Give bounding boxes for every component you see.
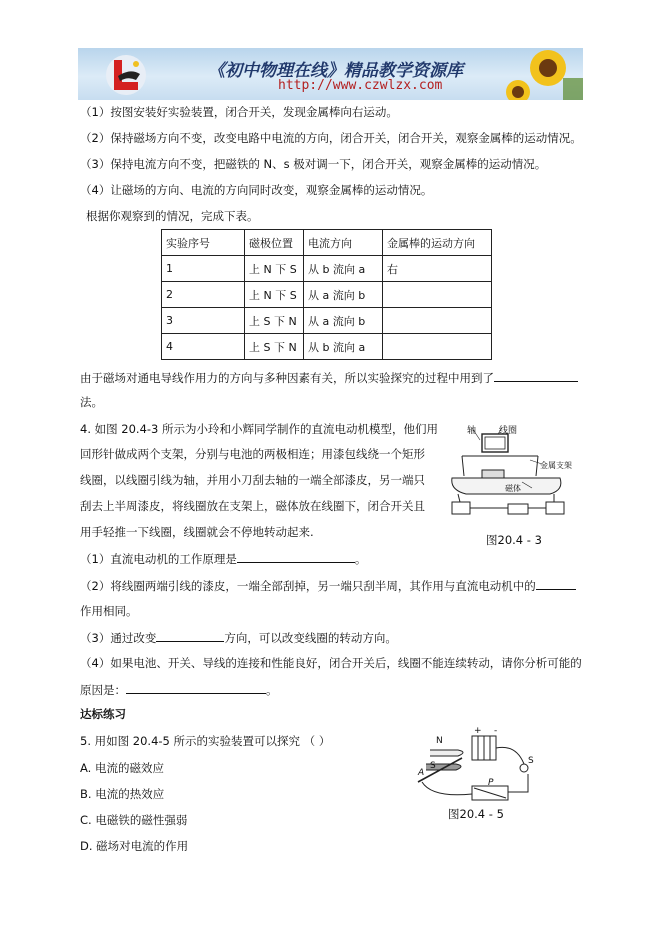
table-cell bbox=[383, 308, 492, 334]
fig5-label-minus: - bbox=[494, 726, 498, 736]
table-row bbox=[162, 282, 492, 308]
q4-line-3: 线圈，以线圈引线为轴，并用小刀刮去轴的一端全部漆皮，另一端只 bbox=[80, 473, 425, 487]
table-cell: 上 S 下 N bbox=[245, 308, 304, 334]
method-text: 由于磁场对通电导线作用力的方向与多种因素有关，所以实验探究的过程中用到了 bbox=[80, 371, 494, 385]
banner-url: http://www.czwlzx.com bbox=[278, 78, 443, 93]
fig-label-axis: 轴 bbox=[467, 426, 477, 436]
fig-label-magnet: 磁体 bbox=[505, 484, 521, 493]
answer-blank[interactable] bbox=[536, 577, 576, 590]
q4-line-2: 回形针做成两个支架，分别与电池的两极相连；用漆包线绕一个矩形 bbox=[80, 447, 425, 461]
observation-table bbox=[161, 229, 492, 360]
fig5-label-plus: + bbox=[474, 726, 482, 736]
header-banner bbox=[78, 48, 583, 100]
q4-sub-1-end: 。 bbox=[354, 552, 367, 566]
logo-icon bbox=[106, 55, 146, 95]
figure-caption-20-4-5: 图20.4 - 5 bbox=[448, 807, 504, 821]
table-cell: 3 bbox=[162, 308, 245, 334]
method-line-1 bbox=[80, 369, 578, 386]
fig5-label-switch: S bbox=[528, 756, 534, 766]
table-cell: 2 bbox=[162, 282, 245, 308]
sunflower-icon bbox=[506, 50, 583, 100]
q5-option-a[interactable]: A. 电流的磁效应 bbox=[80, 761, 164, 775]
section-title: 达标练习 bbox=[80, 707, 126, 721]
table-cell: 从 a 流向 b bbox=[304, 308, 383, 334]
q5-option-d[interactable]: D. 磁场对电流的作用 bbox=[80, 839, 189, 853]
answer-blank[interactable] bbox=[156, 629, 224, 642]
q4-sub-3-end: 方向，可以改变线圈的转动方向。 bbox=[224, 631, 397, 645]
fig5-label-n: N bbox=[436, 736, 443, 746]
q4-line-4: 刮去上半周漆皮，将线圈放在支架上，磁体放在线圈下，闭合开关且 bbox=[80, 499, 425, 513]
table-cell bbox=[383, 282, 492, 308]
table-header-row bbox=[162, 230, 492, 256]
q4-sub-4-text: 原因是： bbox=[80, 683, 126, 697]
table-header: 金属棒的运动方向 bbox=[383, 230, 492, 256]
fig5-label-s: S bbox=[430, 761, 436, 771]
q4-line-5: 用手轻推一下线圈，线圈就会不停地转动起来. bbox=[80, 525, 314, 539]
q4-sub-2-text: （2）将线圈两端引线的漆皮，一端全部刮掉，另一端只刮半周，其作用与直流电动机中的 bbox=[80, 579, 536, 593]
table-header: 电流方向 bbox=[304, 230, 383, 256]
q5-stem: 5. 用如图 20.4-5 所示的实验装置可以探究 （ ） bbox=[80, 734, 331, 748]
table-cell: 右 bbox=[383, 256, 492, 282]
table-cell: 从 b 流向 a bbox=[304, 256, 383, 282]
table-intro: 根据你观察到的情况，完成下表。 bbox=[86, 209, 259, 223]
fig5-label-a: A bbox=[418, 768, 425, 778]
table-cell: 上 N 下 S bbox=[245, 282, 304, 308]
motor-model-figure bbox=[442, 420, 584, 528]
method-line-2: 法。 bbox=[80, 395, 103, 409]
q4-sub-1-text: （1）直流电动机的工作原理是 bbox=[80, 552, 237, 566]
table-row bbox=[162, 308, 492, 334]
table-row bbox=[162, 256, 492, 282]
q4-sub-4-end: 。 bbox=[266, 683, 278, 697]
banner-title: 《初中物理在线》精品教学资源库 bbox=[208, 61, 463, 81]
table-row bbox=[162, 334, 492, 360]
table-cell: 从 b 流向 a bbox=[304, 334, 383, 360]
table-cell: 4 bbox=[162, 334, 245, 360]
table-cell: 从 a 流向 b bbox=[304, 282, 383, 308]
step-1: （1）按图安装好实验装置，闭合开关，发现金属棒向右运动。 bbox=[80, 105, 398, 119]
answer-blank[interactable] bbox=[494, 369, 578, 382]
table-cell: 1 bbox=[162, 256, 245, 282]
q4-sub-2-continued: 作用相同。 bbox=[80, 604, 138, 618]
q4-sub-1 bbox=[80, 550, 366, 567]
table-cell: 上 S 下 N bbox=[245, 334, 304, 360]
step-4: （4）让磁场的方向、电流的方向同时改变，观察金属棒的运动情况。 bbox=[80, 183, 433, 197]
fig5-label-p: P bbox=[488, 778, 494, 788]
q4-sub-4-continued bbox=[80, 681, 278, 698]
table-cell: 上 N 下 S bbox=[245, 256, 304, 282]
q4-sub-3-text: （3）通过改变 bbox=[80, 631, 157, 645]
table-header: 磁极位置 bbox=[245, 230, 304, 256]
step-3: （3）保持电流方向不变，把磁铁的 N、s 极对调一下，闭合开关，观察金属棒的运动情况。 bbox=[80, 157, 547, 171]
q5-option-b[interactable]: B. 电流的热效应 bbox=[80, 787, 165, 801]
figure-caption-20-4-3: 图20.4 - 3 bbox=[486, 533, 542, 547]
q4-sub-3 bbox=[80, 629, 397, 646]
q5-option-c[interactable]: C. 电磁铁的磁性强弱 bbox=[80, 813, 188, 827]
fig-label-bracket: 金属支架 bbox=[540, 461, 572, 470]
q4-sub-2 bbox=[80, 577, 576, 594]
step-2: （2）保持磁场方向不变，改变电路中电流的方向，闭合开关，闭合开关，观察金属棒的运动情况。 bbox=[80, 131, 582, 145]
fig-label-coil: 线圈 bbox=[499, 426, 518, 436]
answer-blank[interactable] bbox=[126, 681, 266, 694]
table-header: 实验序号 bbox=[162, 230, 245, 256]
answer-blank[interactable] bbox=[237, 550, 355, 563]
q4-line-1: 4. 如图 20.4-3 所示为小玲和小辉同学制作的直流电动机模型，他们用 bbox=[80, 422, 439, 436]
q4-sub-4: （4）如果电池、开关、导线的连接和性能良好，闭合开关后，线圈不能连续转动，请你分析可能的 bbox=[80, 656, 582, 670]
table-cell bbox=[383, 334, 492, 360]
